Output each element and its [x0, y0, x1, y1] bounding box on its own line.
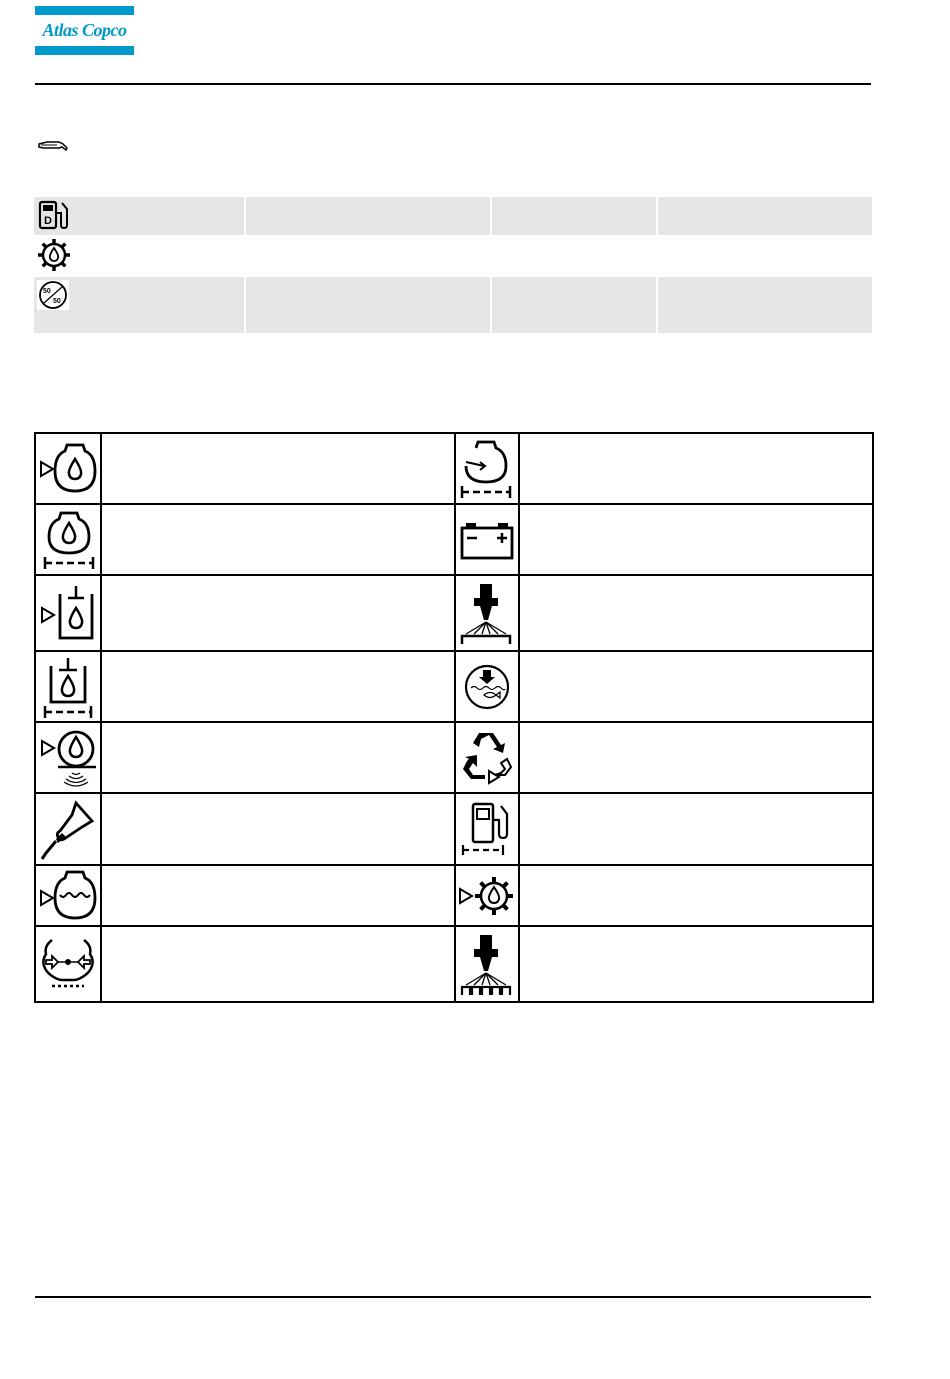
table-row [35, 865, 873, 926]
engine-oil-drain-icon [36, 509, 100, 571]
symbol-icon-cell [455, 651, 519, 722]
fluids-cell [658, 277, 872, 333]
symbol-description [519, 793, 873, 865]
symbol-icon-cell [455, 722, 519, 793]
symbol-icon-cell [455, 793, 519, 865]
header-rule [35, 83, 871, 85]
logo-wordmark: Atlas Copco [42, 20, 127, 40]
logo-top-bar [35, 6, 134, 15]
symbol-description [519, 722, 873, 793]
symbol-description [519, 865, 873, 926]
symbol-description [519, 575, 873, 651]
fluids-cell [658, 235, 872, 277]
symbol-description [101, 575, 455, 651]
grease-gun-icon [36, 797, 100, 861]
logo-bottom-bar [35, 46, 134, 55]
engine-oil-gear-icon [36, 237, 72, 278]
table-row [35, 433, 873, 504]
environment-protection-icon [456, 662, 518, 712]
footer-rule [35, 1296, 871, 1298]
symbol-icon-cell [35, 926, 101, 1002]
svg-text:D: D [44, 215, 52, 227]
fluids-table [34, 197, 872, 333]
fluids-cell [246, 277, 492, 333]
symbol-icon-cell [455, 865, 519, 926]
svg-text:50: 50 [53, 298, 61, 305]
symbol-description [519, 433, 873, 504]
table-row [35, 722, 873, 793]
fluids-cell-icon [34, 197, 246, 235]
symbol-icon-cell [35, 793, 101, 865]
fluids-row-coolant [34, 277, 872, 333]
battery-icon [456, 518, 518, 562]
symbols-table [34, 432, 874, 1003]
fluids-row-engine-oil [34, 235, 872, 277]
table-row [35, 651, 873, 722]
table-row [35, 575, 873, 651]
oil-reservoir-pressure-icon [36, 582, 100, 644]
symbol-icon-cell [35, 433, 101, 504]
symbol-description [101, 722, 455, 793]
symbol-icon-cell [35, 504, 101, 575]
table-row [35, 926, 873, 1002]
gearbox-oil-pressure-icon [456, 874, 518, 918]
oil-filter-pressure-icon [36, 727, 100, 789]
symbol-icon-cell [455, 926, 519, 1002]
table-row [35, 793, 873, 865]
symbol-description [519, 926, 873, 1002]
engine-coolant-drain-icon [456, 438, 518, 500]
fluids-cell-icon [34, 277, 246, 333]
symbol-icon-cell [455, 433, 519, 504]
table-row [35, 504, 873, 575]
symbol-icon-cell [35, 722, 101, 793]
fluids-row-diesel [34, 197, 872, 235]
fuel-drain-icon [456, 800, 518, 858]
multiple-grease-points-icon [456, 931, 518, 997]
fluids-cell [658, 197, 872, 235]
symbol-icon-cell [455, 504, 519, 575]
air-filter-icon [36, 936, 100, 992]
symbol-description [519, 504, 873, 575]
coolant-50-50-icon [36, 279, 70, 316]
fluids-cell-icon [34, 235, 246, 277]
fluids-cell [246, 235, 492, 277]
symbol-description [101, 793, 455, 865]
fluids-cell [246, 197, 492, 235]
diesel-fuel-icon [36, 199, 70, 236]
fluids-cell [492, 277, 658, 333]
recycle-icon [456, 731, 518, 785]
engine-coolant-level-icon [36, 869, 100, 923]
symbol-icon-cell [35, 575, 101, 651]
symbol-icon-cell [35, 651, 101, 722]
lubrication-point-icon [456, 580, 518, 646]
symbol-icon-cell [35, 865, 101, 926]
fluids-cell [492, 197, 658, 235]
symbol-description [101, 651, 455, 722]
symbol-description [519, 651, 873, 722]
symbol-description [101, 433, 455, 504]
engine-oil-pressure-icon [36, 441, 100, 497]
fluids-cell [492, 235, 658, 277]
symbol-description [101, 865, 455, 926]
oil-reservoir-drain-icon [36, 656, 100, 718]
pointing-hand-icon [37, 138, 69, 152]
symbol-icon-cell [455, 575, 519, 651]
atlas-copco-logo [35, 6, 134, 55]
svg-text:50: 50 [43, 288, 51, 295]
symbol-description [101, 926, 455, 1002]
symbol-description [101, 504, 455, 575]
